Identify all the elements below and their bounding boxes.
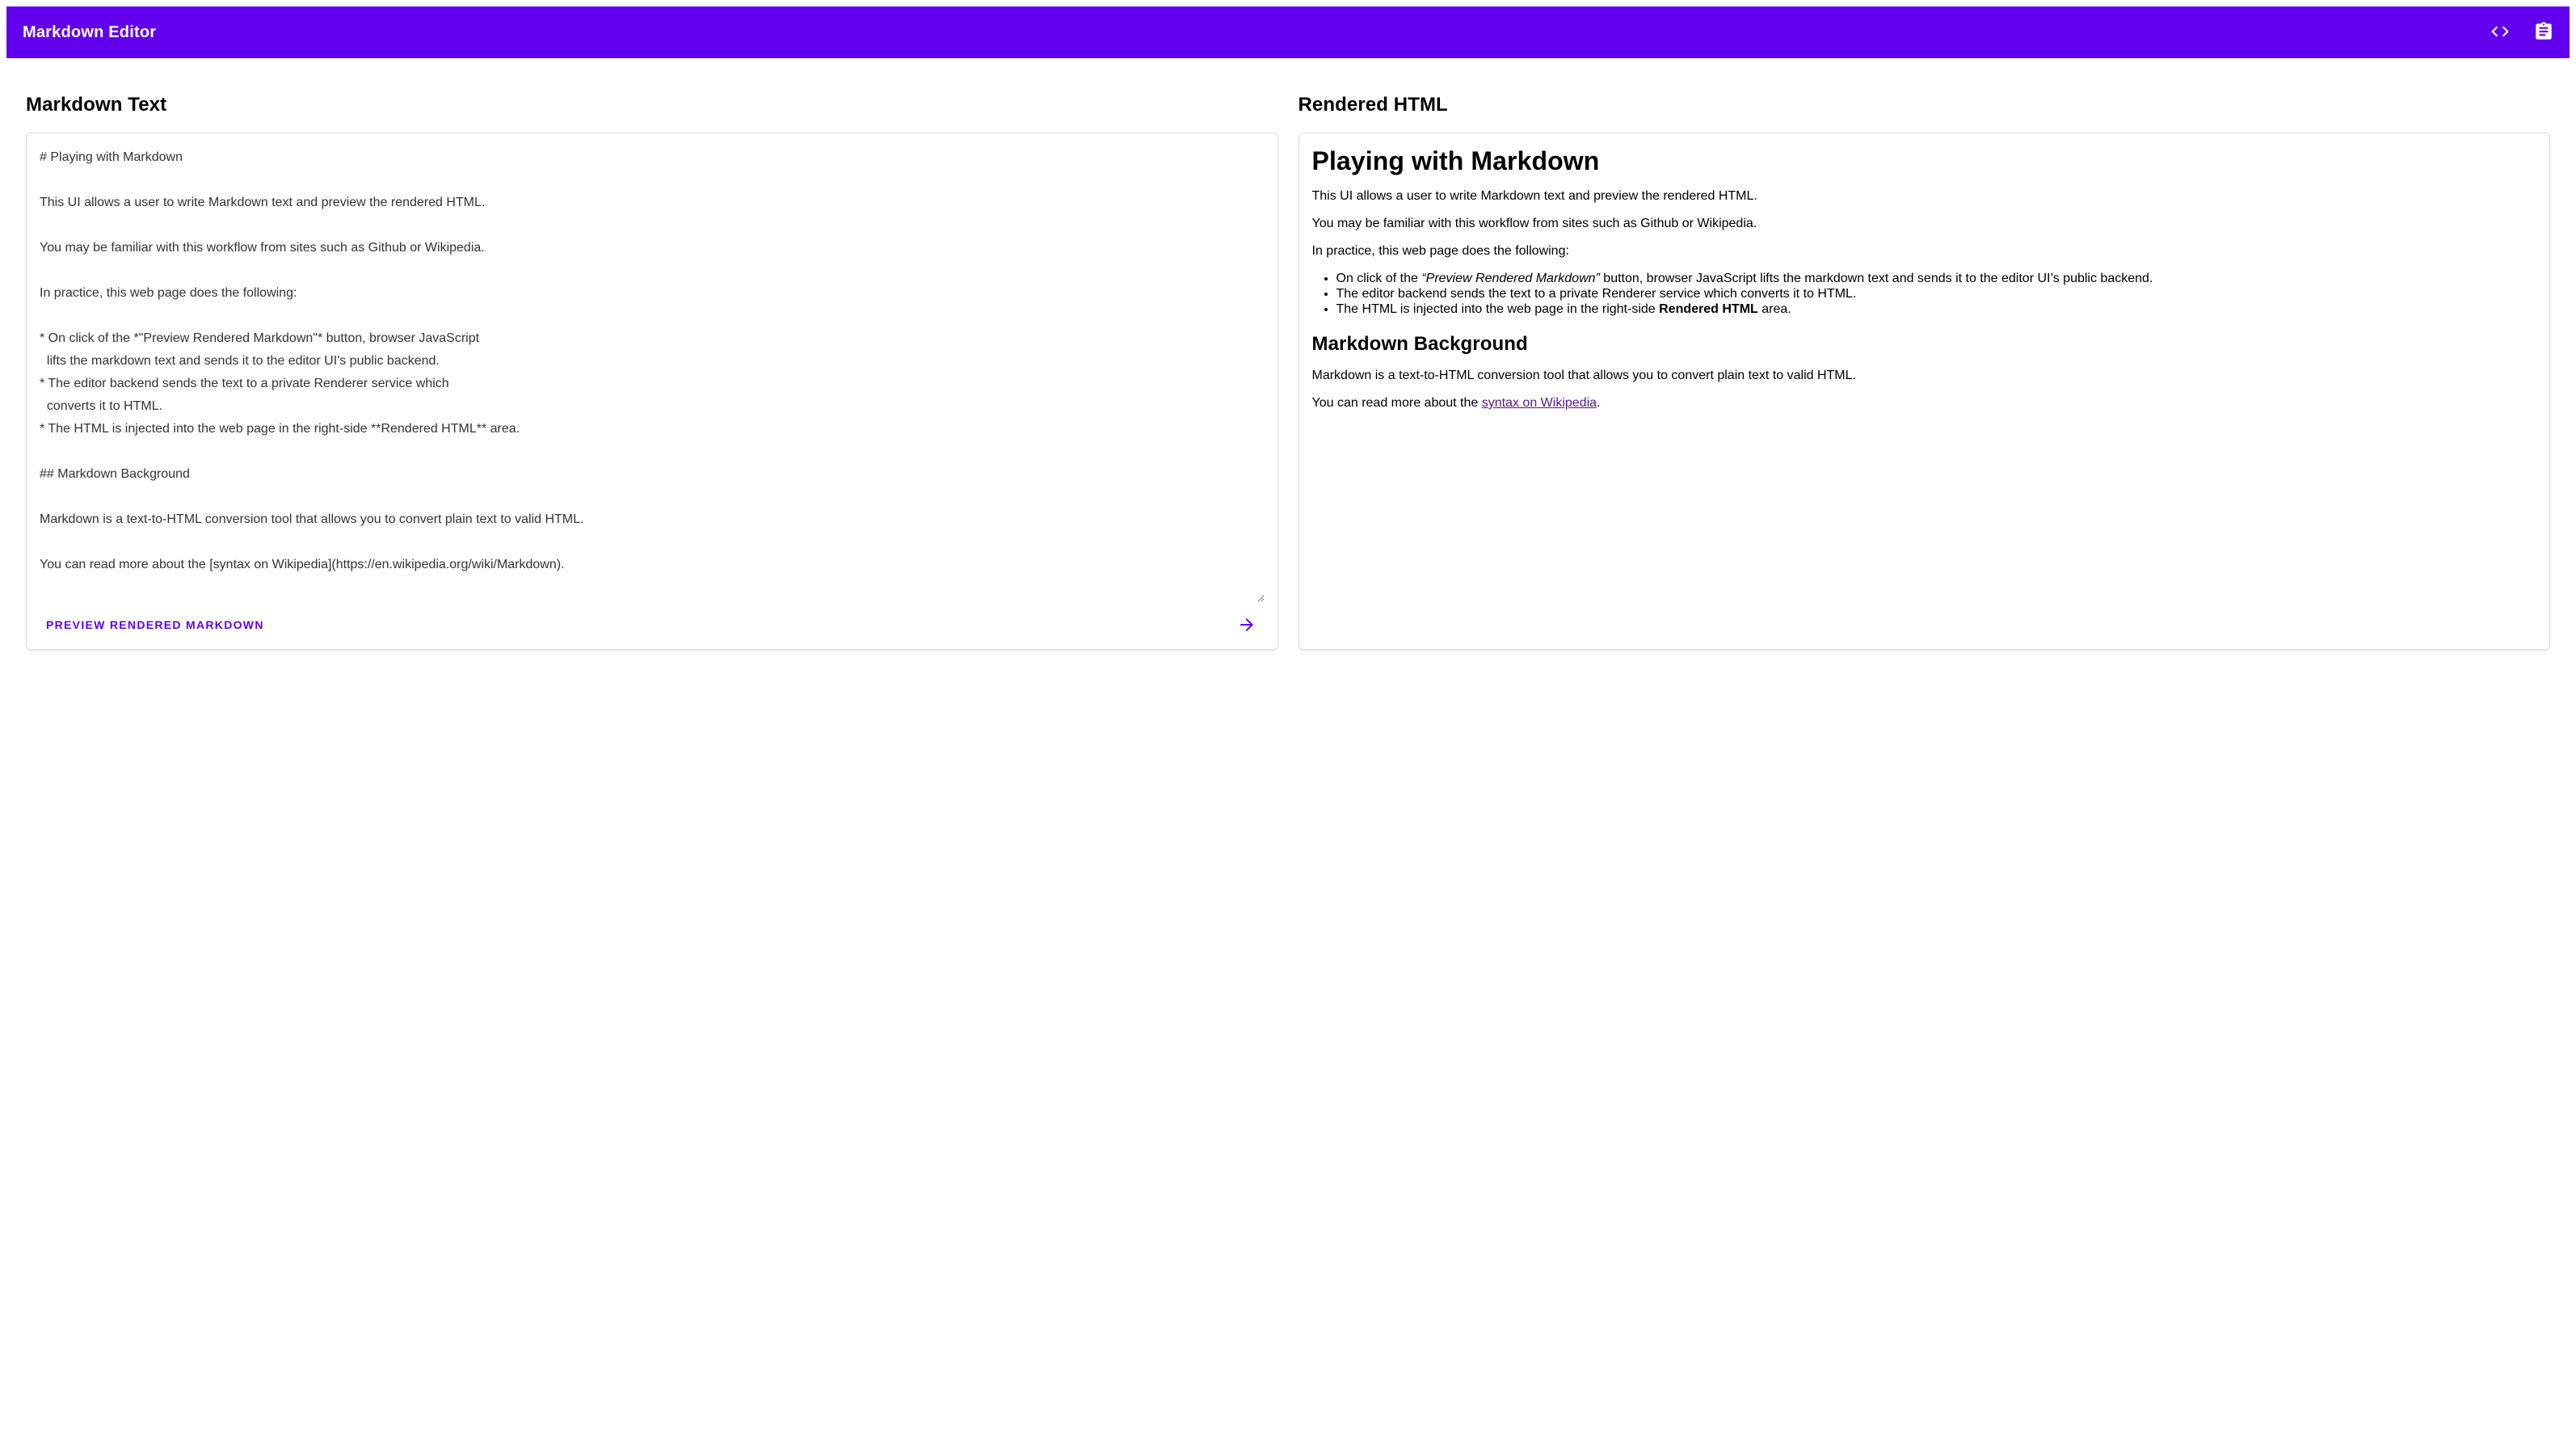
rendered-paragraph: Markdown is a text-to-HTML conversion tool that allows you to convert plain text to valid HTML. [1311, 369, 1856, 382]
clipboard-button[interactable] [2528, 16, 2560, 48]
rendered-html-panel [1299, 78, 2551, 650]
rendered-paragraph: You may be familiar with this workflow from sites such as Github or Wikipedia. [1311, 217, 1757, 230]
code-icon [2490, 21, 2511, 44]
rendered-h1: Playing with Markdown [1311, 146, 1600, 175]
markdown-input[interactable] [40, 146, 1265, 602]
preview-button-label: PREVIEW RENDERED MARKDOWN [46, 618, 264, 631]
rendered-paragraph: In practice, this web page does the following: [1311, 244, 1569, 258]
code-button[interactable] [2484, 16, 2516, 48]
rendered-link-paragraph: You can read more about the syntax on Wikipedia. [1311, 396, 1601, 410]
editor-panel-heading: Markdown Text [26, 94, 167, 116]
editor-card [26, 133, 1278, 650]
list-item: • The HTML is injected into the web page in the right-side Rendered HTML area. [1336, 302, 2537, 317]
preview-panel-heading: Rendered HTML [1298, 94, 1448, 116]
rendered-bullet-list [1312, 272, 2537, 317]
arrow-forward-icon[interactable] [1237, 615, 1263, 634]
editor-actions-row [40, 602, 1265, 641]
wikipedia-link[interactable]: syntax on Wikipedia [1481, 396, 1597, 410]
main-content [6, 58, 2570, 669]
rendered-h2: Markdown Background [1311, 333, 1528, 355]
list-item: • The editor backend sends the text to a private Renderer service which converts it to HTML. [1336, 287, 2537, 301]
preview-card [1299, 133, 2551, 650]
appbar-actions [2484, 16, 2560, 48]
app-header [6, 6, 2570, 58]
rendered-paragraph: This UI allows a user to write Markdown text and preview the rendered HTML. [1311, 189, 1757, 203]
app-title: Markdown Editor [23, 23, 157, 41]
clipboard-icon [2533, 21, 2554, 44]
list-item: • On click of the “Preview Rendered Markdown” button, browser JavaScript lifts the markdown text and sends it to the editor UI’s public backend. [1336, 272, 2537, 286]
rendered-html-area [1312, 146, 2537, 411]
preview-rendered-markdown-button[interactable] [41, 613, 269, 636]
markdown-editor-panel [26, 78, 1278, 650]
